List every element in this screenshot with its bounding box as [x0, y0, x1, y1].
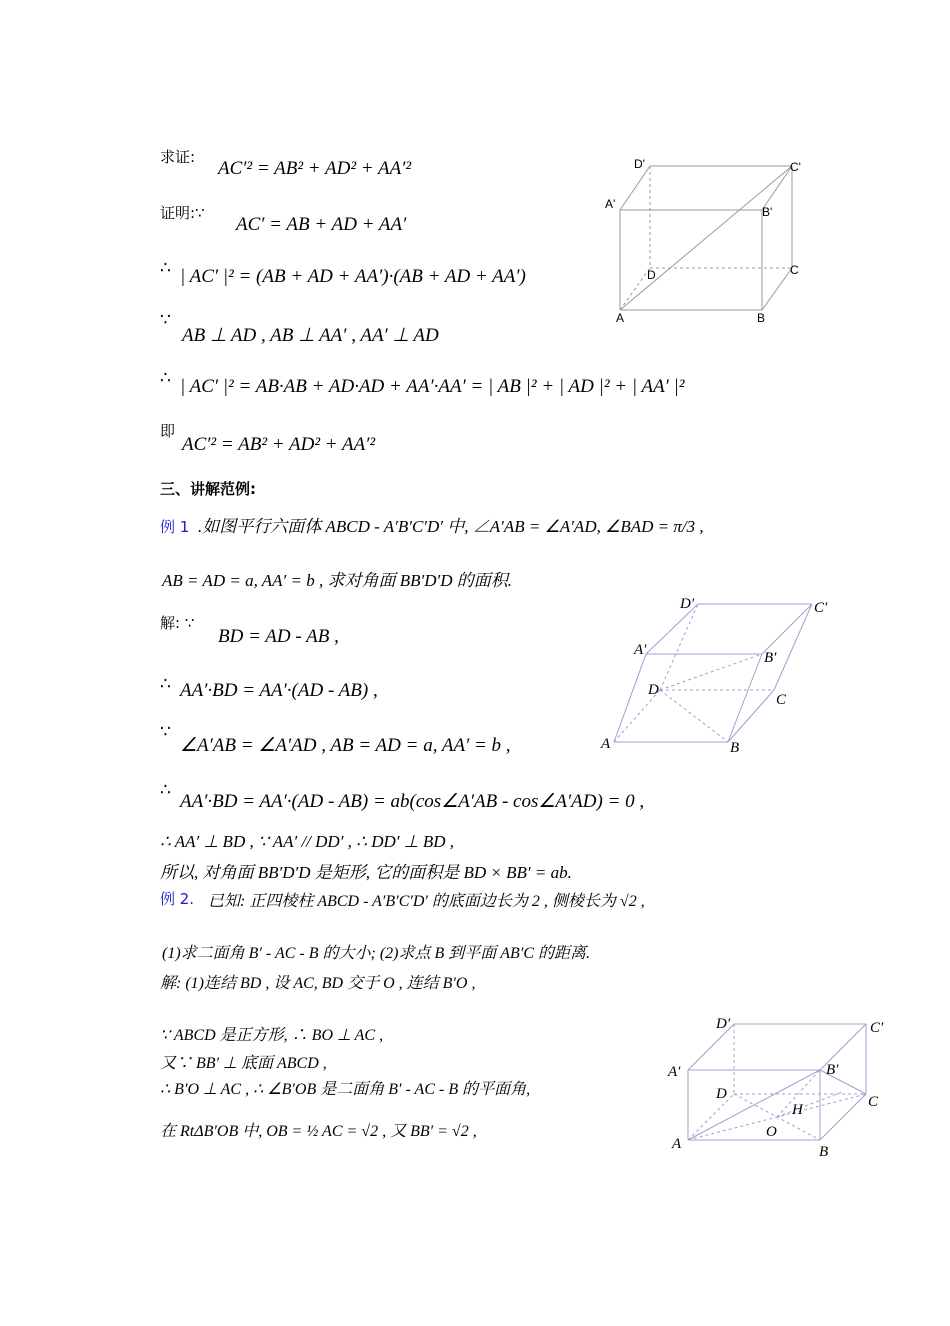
example-1-therefore-2: ∴ [160, 780, 171, 800]
fig1-label-d1: D' [634, 157, 645, 171]
therefore-2: ∴ [160, 368, 171, 388]
example-2-label: 例 2. [160, 890, 195, 908]
prove-label: 求证: [160, 148, 196, 166]
example-1-step-3: ∠A′AB = ∠A′AD , AB = AD = a, AA′ = b , [180, 735, 511, 756]
cuboid-figure-1 [600, 152, 810, 324]
fig3-label-b1: B′ [826, 1062, 839, 1078]
example-2-line-2: (1)求二面角 B′ - AC - B 的大小; (2)求点 B 到平面 AB′C 的距离. [162, 945, 590, 962]
fig1-label-a: A [616, 311, 625, 324]
example-2-line-6: ∴ B′O ⊥ AC , ∴ ∠B′OB 是二面角 B′ - AC - B 的平面角, [160, 1081, 531, 1098]
because-2: ∵ [160, 310, 171, 330]
fig2-label-a: A [601, 736, 611, 752]
proof-step-1: AC′ = AB + AD + AA′ [236, 214, 407, 235]
fig1-label-c1: C' [790, 160, 801, 174]
therefore-1: ∴ [160, 258, 171, 278]
example-1-because: ∵ [160, 722, 171, 742]
example-2-line-7: 在 RtΔB′OB 中, OB = ½ AC = √2 , 又 BB′ = √2 , [160, 1123, 477, 1140]
example-2-line-4: ∵ ABCD 是正方形, ∴ BO ⊥ AC , [160, 1027, 384, 1044]
fig3-label-c: C [868, 1094, 879, 1110]
example-1-therefore-1: ∴ [160, 674, 171, 694]
proof-step-3: AB ⊥ AD , AB ⊥ AA′ , AA′ ⊥ AD [182, 325, 439, 346]
fig2-label-c: C [776, 692, 787, 708]
square-prism-figure [664, 1008, 894, 1160]
example-2-line-5: 又∵ BB′ ⊥ 底面 ABCD , [160, 1055, 327, 1072]
example-1-solution-label: 解: ∵ [160, 614, 195, 632]
section-heading: 三、讲解范例: [160, 480, 256, 498]
fig2-label-b: B [730, 740, 740, 756]
example-1-step-1: BD = AD - AB , [218, 626, 339, 647]
example-1-step-5: ∴ AA′ ⊥ BD , ∵ AA′ // DD′ , ∴ DD′ ⊥ BD , [160, 832, 454, 851]
ji-label: 即 [160, 422, 176, 440]
fig1-label-c: C [790, 263, 799, 277]
fig3-label-a1: A′ [668, 1064, 681, 1080]
fig3-label-o: O [766, 1124, 777, 1140]
fig1-label-b1: B' [762, 205, 773, 219]
fig3-label-d: D [716, 1086, 727, 1102]
prove-formula: AC′² = AB² + AD² + AA′² [218, 158, 412, 179]
fig3-label-c1: C′ [870, 1020, 884, 1036]
fig2-label-c1: C′ [814, 600, 828, 616]
example-1-step-4: AA′·BD = AA′·(AD - AB) = ab(cos∠A′AB - cos∠A′AD) = 0 , [180, 791, 645, 812]
example-2-line-3: 解: (1)连结 BD , 设 AC, BD 交于 O , 连结 B′O , [160, 975, 476, 992]
example-2-line-1: 已知: 正四棱柱 ABCD - A′B′C′D′ 的底面边长为 2 , 侧棱长为 √2 , [208, 893, 645, 910]
fig2-label-d: D [648, 682, 659, 698]
fig2-label-d1: D′ [680, 596, 695, 612]
fig3-label-h: H [792, 1102, 803, 1118]
fig1-label-b: B [757, 311, 766, 324]
fig1-label-d: D [647, 268, 656, 282]
fig3-label-a: A [672, 1136, 682, 1152]
fig3-label-d1: D′ [716, 1016, 731, 1032]
fig2-label-b1: B′ [764, 650, 777, 666]
example-1-step-2: AA′·BD = AA′·(AD - AB) , [180, 680, 378, 701]
proof-step-5: AC′² = AB² + AD² + AA′² [182, 434, 376, 455]
parallelepiped-figure [598, 594, 838, 756]
proof-step-4: | AC′ |² = AB·AB + AD·AD + AA′·AA′ = | AB |² + | AD |² + | AA′ |² [180, 376, 685, 397]
fig1-label-a1: A' [605, 197, 616, 211]
example-1-line-2: AB = AD = a, AA′ = b , 求对角面 BB′D′D 的面积. [162, 571, 512, 590]
example-1-line-1: .如图平行六面体 ABCD - A′B′C′D′ 中, ∠A′AB = ∠A′AD, ∠BAD = π/3 , [198, 517, 704, 536]
proof-step-2: | AC′ |² = (AB + AD + AA′)·(AB + AD + AA′) [180, 266, 526, 287]
fig2-label-a1: A′ [634, 642, 647, 658]
example-1-label: 例 1 [160, 518, 190, 536]
example-1-step-6: 所以, 对角面 BB′D′D 是矩形, 它的面积是 BD × BB′ = ab. [160, 863, 572, 882]
proof-label: 证明:∵ [160, 204, 205, 222]
fig3-label-b: B [819, 1144, 829, 1160]
